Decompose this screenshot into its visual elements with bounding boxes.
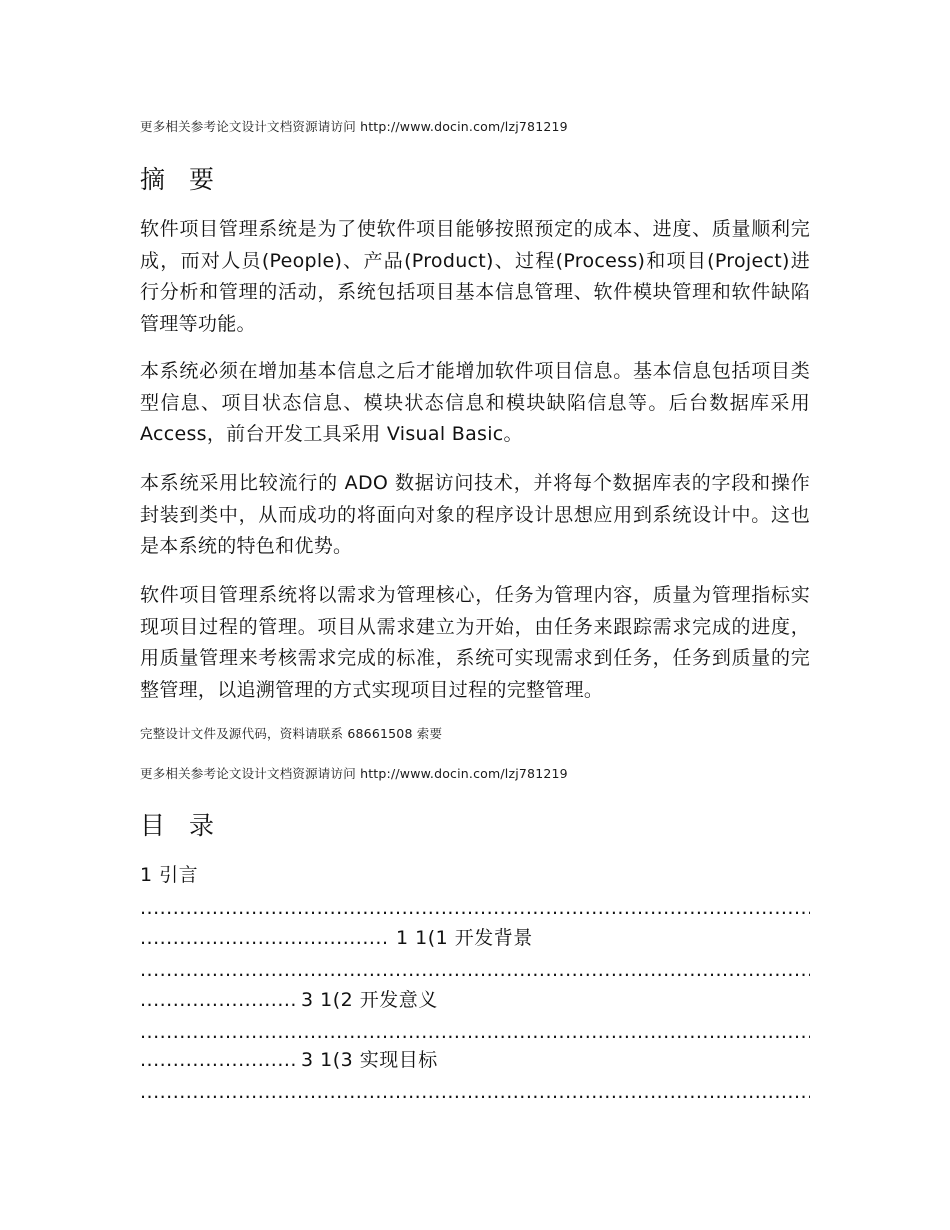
toc-entry-goals[interactable]: 3 1(3 实现目标 — [301, 1049, 438, 1071]
toc-title: 目 录 — [140, 811, 222, 840]
abstract-title: 摘 要 — [140, 165, 222, 194]
abstract-paragraph-1: 软件项目管理系统是为了使软件项目能够按照预定的成本、进度、质量顺利完成，而对人员(People)、产品(Product)、过程(Process)和项目(Project)进行分析和管理的活动，系统包括项目基本信息管理、软件模块管理和软件缺陷管理等功能。 — [140, 218, 810, 335]
toc-entry-row[interactable] — [140, 924, 810, 952]
toc-dot-leader — [140, 1018, 810, 1046]
toc-dot-leader — [140, 1078, 810, 1106]
toc-entry-background[interactable]: 1 1(1 开发背景 — [396, 927, 533, 949]
toc-entry-intro[interactable]: 1 引言 — [140, 864, 199, 886]
footer-note: 更多相关参考论文设计文档资源请访问 http://www.docin.com/lzj781219 — [140, 766, 568, 781]
toc-entry-row[interactable] — [140, 986, 810, 1014]
abstract-paragraph-2: 本系统必须在增加基本信息之后才能增加软件项目信息。基本信息包括项目类型信息、项目状态信息、模块状态信息和模块缺陷信息等。后台数据库采用 Access，前台开发工具采用 Visual Basic。 — [140, 360, 810, 445]
header-note: 更多相关参考论文设计文档资源请访问 http://www.docin.com/lzj781219 — [140, 119, 568, 134]
toc-entry-significance[interactable]: 3 1(2 开发意义 — [301, 989, 438, 1011]
abstract-paragraph-4: 软件项目管理系统将以需求为管理核心，任务为管理内容，质量为管理指标实现项目过程的管理。项目从需求建立为开始，由任务来跟踪需求完成的进度，用质量管理来考核需求完成的标准，系统可实现需求到任务，任务到质量的完整管理，以追溯管理的方式实现项目过程的完整管理。 — [140, 584, 810, 701]
abstract-paragraph-3: 本系统采用比较流行的 ADO 数据访问技术，并将每个数据库表的字段和操作封装到类中，从而成功的将面向对象的程序设计思想应用到系统设计中。这也是本系统的特色和优势。 — [140, 472, 810, 557]
contact-note: 完整设计文件及源代码，资料请联系 68661508 索要 — [140, 726, 443, 741]
toc-dot-leader — [140, 956, 810, 984]
toc-dot-leader — [140, 894, 810, 922]
toc-entry-row[interactable] — [140, 1046, 810, 1074]
